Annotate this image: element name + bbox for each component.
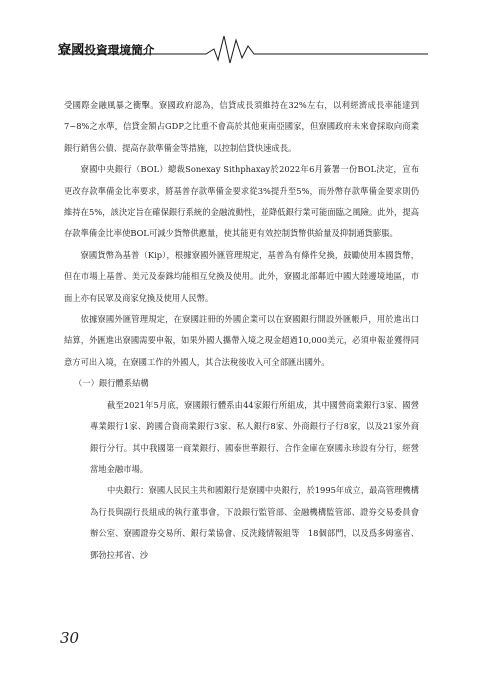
section-heading: （一）銀行體系結構 [74,378,149,389]
page-number: 30 [60,629,80,647]
header-title-sub: 投資環境簡介 [84,43,155,57]
running-header [58,30,428,66]
body-paragraph-4: 依據寮國外匯管理規定，在寮國註冊的外國企業可以在寮國銀行開設外匯帳戶，用於進出口結算，外匯進出寮國需要申報，如果外國人攜帶入境之現金超過10,000美元，必須申報並獲得同意方可出入境，在寮國工作的外國人，其合法稅後收入可全部匯出國外。 [64,314,419,367]
body-paragraph-3: 寮國貨幣為基普（Kip），根據寮國外匯管理規定，基普為有條件兌換，鼓勵使用本國貨幣，但在市場上基普、美元及泰銖均能相互兌換及使用。此外，寮國北部鄰近中國大陸邊境地區，市面上亦有民眾及商家兌換及使用人民幣。 [64,249,419,303]
header-title-main: 寮國 [58,43,85,58]
page-body [64,95,419,566]
section-paragraph-2: 中央銀行：寮國人民民主共和國銀行是寮國中央銀行，於1995年成立，最高管理機構為行長與副行長組成的執行董事會，下設銀行監管部、金融機構監管部、證券交易委員會辦公室、寮國證券交易所、銀行業協會、反洗錢情報組等 18個部門，以及爲多姆塞省、鄧勃拉邦省、沙 [90,485,419,560]
section-paragraph-1: 截至2021年5月底，寮國銀行體系由44家銀行所組成，其中國營商業銀行3家、國營專業銀行1家、跨國合資商業銀行3家、私人銀行8家、外商銀行子行8家，以及21家外商銀行分行。其中我國第一商業銀行、國泰世華銀行、合作金庫在寮國永珍設有分行，經營當地金融市場。 [90,399,419,474]
body-paragraph-2: 寮國中央銀行（BOL）總裁Sonexay Sithphaxay於2022年6月簽署一份BOL決定，宣布更改存款準備金比率要求，將基普存款準備金要求從3%提升至5%，而外幣存款準備金要求則仍維持在5%，該決定旨在確保銀行系統的金融流動性，並降低銀行業可能面臨之風險。此外，提高存款準備金比率使BOL可減少貨幣供應量，使其能更有效控制貨幣供給量及抑制通貨膨脹。 [64,164,419,239]
body-paragraph-1: 受國際金融風暴之衝擊。寮國政府認為，信貸成長須維持在32%左右，以利經濟成長率能達到7~8%之水準，信貸金額占GDP之比重不會高於其他東南亞國家，但寮國政府未來會採取向商業銀行銷售公債、提高存款準備金等措施，以控制信貸快速成長。 [64,100,419,153]
header-title [58,39,155,58]
